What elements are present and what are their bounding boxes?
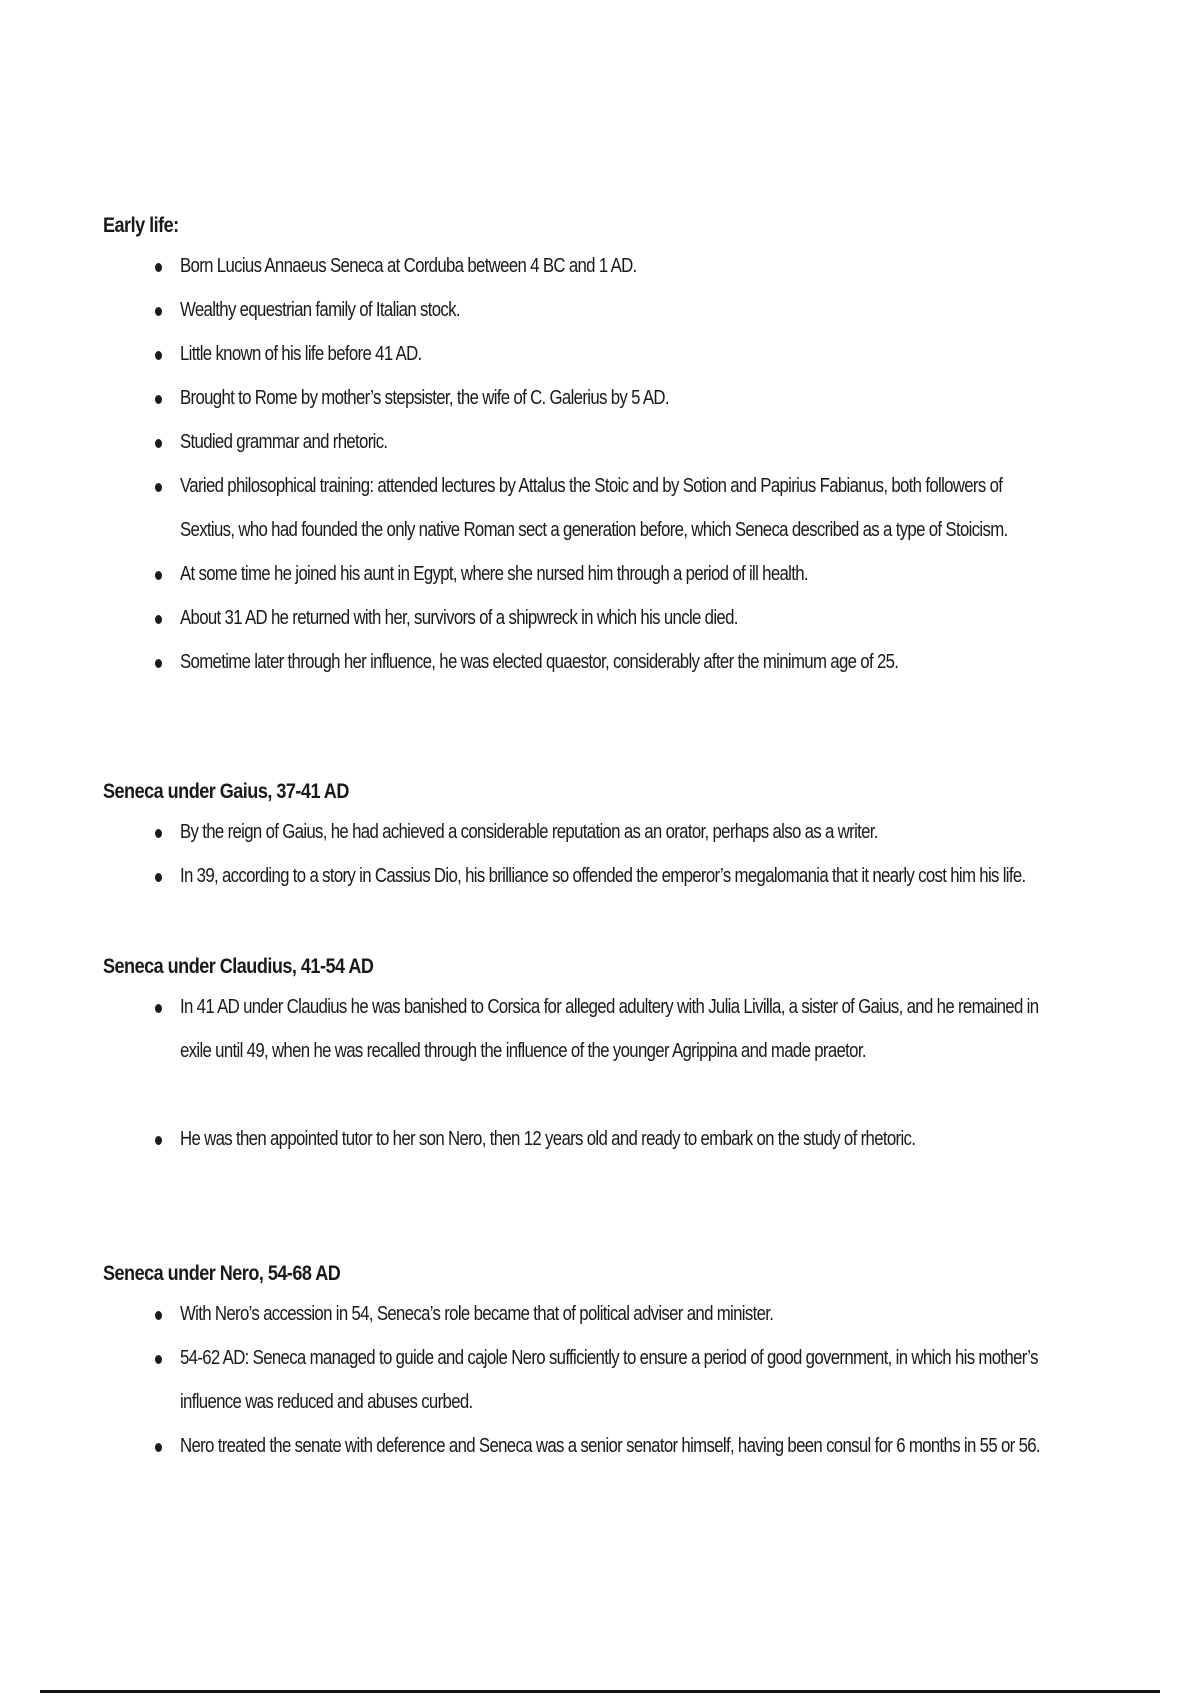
bullet-icon bbox=[155, 659, 162, 668]
list-item: About 31 AD he returned with her, survivors of a shipwreck in which his uncle died. bbox=[103, 596, 1103, 640]
bullet-list bbox=[103, 985, 1103, 1161]
bullet-icon bbox=[155, 1443, 162, 1452]
bottom-divider bbox=[40, 1690, 1160, 1693]
bullet-icon bbox=[155, 571, 162, 580]
list-item: Sometime later through her influence, he was elected quaestor, considerably after the minimum age of 25. bbox=[103, 640, 1103, 684]
list-item: Brought to Rome by mother’s stepsister, the wife of C. Galerius by 5 AD. bbox=[103, 376, 1103, 420]
bullet-icon bbox=[155, 1136, 162, 1145]
bullet-icon bbox=[155, 483, 162, 492]
bullet-icon bbox=[155, 351, 162, 360]
list-item: Varied philosophical training: attended lectures by Attalus the Stoic and by Sotion and Papirius Fabianus, both followers of Sextius, who had founded the only native Roman sect a generation before, which Seneca described as a type of Stoicism. bbox=[103, 464, 1103, 552]
section-heading: Seneca under Nero, 54-68 AD bbox=[103, 1262, 341, 1285]
list-item: Wealthy equestrian family of Italian stock. bbox=[103, 288, 1103, 332]
section-heading: Seneca under Claudius, 41-54 AD bbox=[103, 955, 374, 978]
list-item: In 41 AD under Claudius he was banished to Corsica for alleged adultery with Julia Livilla, a sister of Gaius, and he remained in exile until 49, when he was recalled through the influence of the younger Agrippina and made praetor. bbox=[103, 985, 1103, 1073]
bullet-icon bbox=[155, 873, 162, 882]
list-item: Born Lucius Annaeus Seneca at Corduba between 4 BC and 1 AD. bbox=[103, 244, 1103, 288]
bullet-list bbox=[103, 244, 1103, 684]
section-gaius bbox=[103, 780, 1103, 898]
bullet-icon bbox=[155, 1004, 162, 1013]
section-heading: Early life: bbox=[103, 214, 179, 237]
section-nero bbox=[103, 1262, 1103, 1468]
bullet-icon bbox=[155, 829, 162, 838]
list-item: Nero treated the senate with deference and Seneca was a senior senator himself, having been consul for 6 months in 55 or 56. bbox=[103, 1424, 1103, 1468]
bullet-icon bbox=[155, 307, 162, 316]
list-item: Studied grammar and rhetoric. bbox=[103, 420, 1103, 464]
bullet-list bbox=[103, 810, 1103, 898]
section-claudius bbox=[103, 955, 1103, 1161]
bullet-icon bbox=[155, 1311, 162, 1320]
section-heading: Seneca under Gaius, 37-41 AD bbox=[103, 780, 349, 803]
list-item: At some time he joined his aunt in Egypt, where she nursed him through a period of ill health. bbox=[103, 552, 1103, 596]
bullet-list bbox=[103, 1292, 1103, 1468]
list-item: Little known of his life before 41 AD. bbox=[103, 332, 1103, 376]
list-item: By the reign of Gaius, he had achieved a considerable reputation as an orator, perhaps also as a writer. bbox=[103, 810, 1103, 854]
list-item: 54-62 AD: Seneca managed to guide and cajole Nero sufficiently to ensure a period of good government, in which his mother’s influence was reduced and abuses curbed. bbox=[103, 1336, 1103, 1424]
bullet-icon bbox=[155, 263, 162, 272]
list-item: With Nero’s accession in 54, Seneca’s role became that of political adviser and minister. bbox=[103, 1292, 1103, 1336]
bullet-icon bbox=[155, 439, 162, 448]
section-early-life bbox=[103, 214, 1103, 684]
list-item: In 39, according to a story in Cassius Dio, his brilliance so offended the emperor’s megalomania that it nearly cost him his life. bbox=[103, 854, 1103, 898]
bullet-icon bbox=[155, 395, 162, 404]
bullet-icon bbox=[155, 615, 162, 624]
bullet-icon bbox=[155, 1355, 162, 1364]
list-item: He was then appointed tutor to her son Nero, then 12 years old and ready to embark on the study of rhetoric. bbox=[103, 1117, 1103, 1161]
